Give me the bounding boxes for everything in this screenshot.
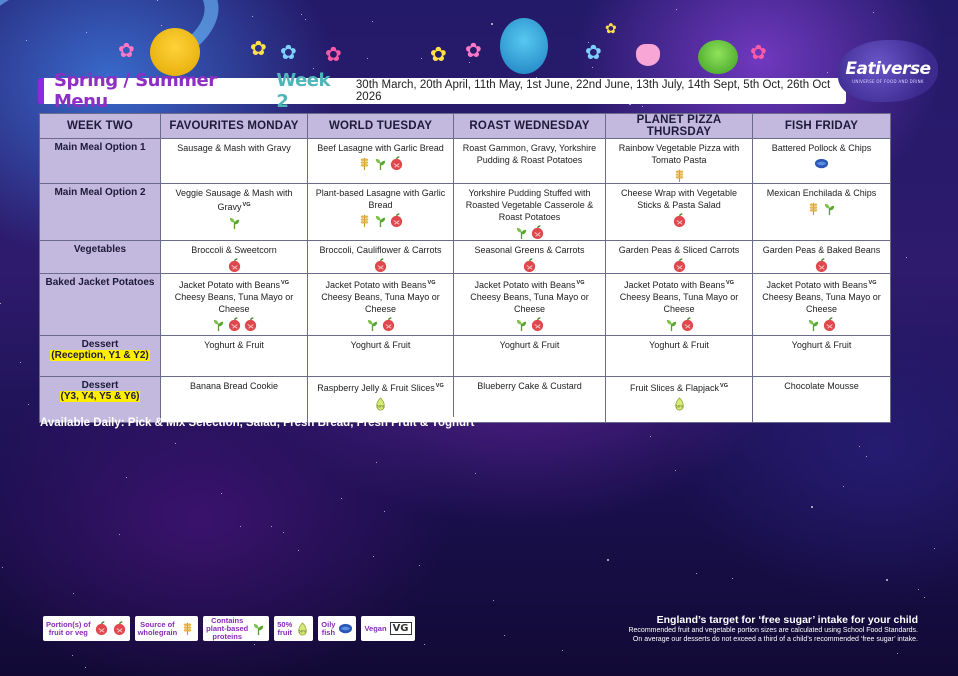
row-sublabel: (Reception, Y1 & Y2)	[51, 350, 149, 361]
table-row	[40, 336, 891, 377]
nutrition-icons	[757, 317, 886, 332]
plant-protein-icon	[373, 156, 388, 171]
menu-cell	[308, 274, 454, 336]
key-item	[274, 616, 313, 641]
key-label-line: fruit	[277, 627, 293, 637]
fruit-veg-icon	[672, 258, 687, 273]
menu-cell	[753, 241, 891, 274]
menu-cell	[606, 241, 753, 274]
svg-text:50%: 50%	[298, 629, 307, 634]
dish-name: Cheese Wrap with Vegetable Sticks & Pasta Salad	[621, 188, 737, 210]
dish-name: Jacket Potato with Beans	[178, 280, 281, 290]
flower-icon: ✿	[585, 40, 602, 64]
fruit-veg-icon	[672, 213, 687, 228]
vegan-badge: VG	[726, 280, 734, 286]
dish-name: Yoghurt & Fruit	[649, 340, 709, 350]
menu-cell	[161, 184, 308, 241]
star-dot	[592, 67, 593, 68]
key-label-line: Source of	[140, 619, 175, 629]
row-label	[40, 377, 161, 423]
fruit-veg-icon	[814, 258, 829, 273]
row-label-text: Main Meal Option 2	[54, 187, 146, 198]
menu-cell	[606, 184, 753, 241]
star-dot	[811, 506, 813, 508]
star-dot	[918, 589, 919, 590]
wholegrain-icon	[357, 213, 372, 228]
nutrition-icons	[757, 156, 886, 171]
menu-cell	[308, 184, 454, 241]
key-label-line: fruit or veg	[48, 627, 88, 637]
nutrition-icons	[610, 213, 748, 228]
key-label-line: wholegrain	[137, 627, 178, 637]
plant-protein-icon	[251, 621, 266, 636]
half-fruit-icon	[672, 396, 687, 411]
star-dot	[827, 72, 828, 73]
dish-options: Cheesy Beans, Tuna Mayo or Cheese	[321, 292, 440, 314]
day-header-wednesday: ROAST WEDNESDAY	[454, 114, 606, 139]
star-dot	[72, 655, 73, 656]
star-dot	[367, 58, 368, 59]
star-dot	[504, 635, 505, 636]
logo-tagline: UNIVERSE OF FOOD AND DRINK	[852, 78, 924, 84]
dish-name: Beef Lasagne with Garlic Bread	[317, 143, 444, 153]
star-dot	[373, 556, 374, 557]
star-dot	[254, 644, 255, 645]
menu-cell	[161, 274, 308, 336]
star-dot	[650, 436, 651, 437]
row-label	[40, 184, 161, 241]
star-dot	[372, 21, 373, 22]
logo-name: Eativerse	[845, 58, 931, 79]
star-dot	[298, 550, 299, 551]
key-item	[135, 616, 199, 641]
menu-dates: 30th March, 20th April, 11th May, 1st June, 22nd June, 13th July, 14th Sept, 5th Oct, 26th Oct 2026	[355, 79, 831, 103]
star-dot	[607, 559, 609, 561]
plant-protein-icon	[514, 317, 529, 332]
star-dot	[642, 106, 643, 107]
dish-name: Broccoli & Sweetcorn	[191, 245, 277, 255]
svg-text:50%: 50%	[674, 404, 684, 409]
star-dot	[341, 498, 342, 499]
fruit-veg-icon	[389, 213, 404, 228]
menu-cell	[753, 184, 891, 241]
star-dot	[73, 593, 74, 594]
nutrition-icons	[757, 201, 886, 216]
nutrition-icons	[312, 156, 449, 171]
row-label-text: Vegetables	[73, 244, 127, 255]
fruit-veg-icon	[112, 621, 127, 636]
menu-cell	[606, 336, 753, 377]
star-dot	[475, 473, 476, 474]
dish-name: Chocolate Mousse	[784, 381, 859, 391]
flower-icon: ✿	[750, 40, 767, 64]
menu-week: Week 2	[276, 70, 330, 112]
yellow-monster-mascot	[150, 28, 200, 76]
wholegrain-icon	[672, 168, 687, 183]
fruit-veg-icon	[243, 317, 258, 332]
star-dot	[924, 597, 925, 598]
footer-heading: England’s target for ‘free sugar’ intake for your child	[656, 614, 918, 626]
menu-cell	[454, 274, 606, 336]
dish-name: Veggie Sausage & Mash with Gravy	[175, 188, 293, 212]
star-dot	[886, 579, 888, 581]
table-row	[40, 241, 891, 274]
star-dot	[384, 511, 385, 512]
nutrition-icons	[610, 258, 748, 273]
row-label-text: Baked Jacket Potatoes	[45, 277, 155, 288]
vegan-badge: VG	[435, 383, 444, 389]
key-item	[43, 616, 130, 641]
key-label-line: Vegan	[364, 623, 387, 633]
vegan-badge: VG	[242, 202, 251, 208]
star-dot	[2, 567, 3, 568]
vegan-icon: VG	[390, 622, 412, 635]
fruit-veg-icon	[227, 258, 242, 273]
dish-options: Cheesy Beans, Tuna Mayo or Cheese	[470, 292, 589, 314]
dish-name: Roast Gammon, Gravy, Yorkshire Pudding & Roast Potatoes	[462, 143, 597, 165]
icon-key	[43, 616, 415, 641]
star-dot	[301, 14, 302, 15]
title-bar	[38, 70, 846, 112]
star-dot	[676, 9, 677, 10]
table-header-row	[40, 114, 891, 139]
vegan-badge: VG	[868, 280, 877, 286]
row-label	[40, 274, 161, 336]
dish-name: Yoghurt & Fruit	[350, 340, 411, 350]
fruit-veg-icon	[680, 317, 695, 332]
row-label	[40, 241, 161, 274]
dish-name: Mexican Enchilada & Chips	[766, 188, 877, 198]
flower-icon: ✿	[250, 36, 267, 60]
menu-cell	[161, 336, 308, 377]
key-label-line: fish	[321, 627, 336, 637]
dish-name: Jacket Potato with Beans	[325, 280, 427, 290]
menu-cell	[454, 241, 606, 274]
dish-name: Battered Pollock & Chips	[771, 143, 872, 153]
key-label	[46, 621, 91, 637]
menu-cell	[308, 139, 454, 184]
day-header-friday: FISH FRIDAY	[753, 114, 891, 139]
dish-name: Yorkshire Pudding Stuffed with Roasted Vegetable Casserole & Roast Potatoes	[465, 188, 594, 222]
table-row	[40, 274, 891, 336]
nutrition-icons	[610, 317, 748, 332]
star-dot	[493, 600, 494, 601]
flower-icon: ✿	[465, 38, 482, 62]
menu-cell	[606, 274, 753, 336]
dish-name: Yoghurt & Fruit	[204, 340, 264, 350]
half-fruit-icon	[295, 621, 310, 636]
dish-options: Cheesy Beans, Tuna Mayo or Cheese	[174, 292, 294, 314]
dish-name: Seasonal Greens & Carrots	[474, 245, 585, 255]
nutrition-icons	[312, 317, 449, 332]
pink-butterfly-decoration	[636, 44, 660, 66]
nutrition-icons	[312, 258, 449, 273]
menu-cell	[308, 377, 454, 423]
menu-cell	[161, 139, 308, 184]
dish-name: Plant-based Lasagne with Garlic Bread	[315, 188, 446, 210]
menu-cell	[753, 377, 891, 423]
star-dot	[491, 23, 493, 25]
star-dot	[906, 257, 907, 258]
dish-name: Jacket Potato with Beans	[766, 280, 868, 290]
star-dot	[313, 68, 314, 69]
star-dot	[119, 534, 120, 535]
star-dot	[283, 532, 284, 533]
fruit-veg-icon	[530, 225, 545, 240]
fruit-veg-icon	[822, 317, 837, 332]
menu-table	[39, 113, 891, 423]
star-dot	[866, 456, 867, 457]
footer-line-1: Recommended fruit and vegetable portion sizes are calculated using School Food Standards.	[628, 627, 918, 634]
svg-text:50%: 50%	[376, 404, 385, 409]
key-label-line: proteins	[212, 631, 243, 641]
flower-icon: ✿	[325, 42, 342, 66]
key-label	[138, 621, 178, 637]
nutrition-icons	[165, 258, 303, 273]
blue-monster-mascot	[500, 18, 548, 74]
star-dot	[421, 58, 422, 59]
footer-line-2: On average our desserts do not exceed a third of a child’s recommended ‘free sugar’ intake.	[632, 636, 918, 643]
menu-cell	[454, 184, 606, 241]
nutrition-icons	[458, 317, 601, 332]
dish-name: Garden Peas & Sliced Carrots	[618, 245, 740, 255]
star-dot	[305, 19, 306, 20]
key-label-line: Contains	[211, 615, 244, 625]
menu-cell	[308, 241, 454, 274]
dish-name: Fruit Slices & Flapjack	[630, 383, 720, 393]
star-dot	[469, 62, 470, 63]
key-item	[203, 616, 269, 641]
menu-cell	[454, 377, 606, 423]
key-label-line: Oily	[321, 619, 336, 629]
menu-cell	[606, 377, 753, 423]
nutrition-icons	[610, 396, 748, 411]
oily-fish-icon	[814, 156, 829, 171]
dish-name: Yoghurt & Fruit	[791, 340, 852, 350]
sugar-target-footer	[628, 614, 918, 644]
table-row	[40, 184, 891, 241]
row-sublabel: (Y3, Y4, Y5 & Y6)	[60, 391, 140, 402]
star-dot	[562, 650, 563, 651]
corner-header: WEEK TWO	[40, 114, 161, 139]
fruit-veg-icon	[227, 317, 242, 332]
table-row	[40, 139, 891, 184]
flower-icon: ✿	[605, 21, 617, 37]
day-header-tuesday: WORLD TUESDAY	[308, 114, 454, 139]
dish-name: Broccoli, Cauliflower & Carrots	[319, 245, 442, 255]
star-dot	[859, 446, 860, 447]
menu-cell	[753, 336, 891, 377]
key-label-line: 50%	[277, 619, 293, 629]
star-dot	[252, 16, 253, 17]
vegan-badge: VG	[720, 383, 728, 389]
menu-cell	[606, 139, 753, 184]
fruit-veg-icon	[381, 317, 396, 332]
star-dot	[28, 404, 29, 405]
menu-cell	[753, 139, 891, 184]
star-dot	[20, 362, 21, 363]
dish-name: Banana Bread Cookie	[189, 381, 279, 391]
vegan-badge: VG	[427, 280, 436, 286]
available-daily-note: Available Daily: Pick & Mix Selection, Salad, Fresh Bread, Fresh Fruit & Yoghurt	[40, 417, 475, 429]
row-label	[40, 336, 161, 377]
star-dot	[0, 303, 1, 304]
star-dot	[696, 573, 697, 574]
plant-protein-icon	[806, 317, 821, 332]
menu-cell	[753, 274, 891, 336]
wholegrain-icon	[806, 201, 821, 216]
plant-protein-icon	[822, 201, 837, 216]
table-row	[40, 377, 891, 423]
menu-cell	[454, 336, 606, 377]
star-dot	[221, 493, 222, 494]
dish-name: Garden Peas & Baked Beans	[762, 245, 881, 255]
fruit-veg-icon	[530, 317, 545, 332]
nutrition-icons	[757, 258, 886, 273]
plant-protein-icon	[227, 215, 242, 230]
star-dot	[675, 470, 676, 471]
dish-name: Jacket Potato with Beans	[474, 280, 576, 290]
menu-cell	[454, 139, 606, 184]
menu-cell	[308, 336, 454, 377]
wholegrain-icon	[180, 621, 195, 636]
dish-name: Yoghurt & Fruit	[499, 340, 560, 350]
row-label-text: Dessert	[81, 339, 119, 350]
key-item	[318, 616, 356, 641]
dish-options: Cheesy Beans, Tuna Mayo or Cheese	[762, 292, 881, 314]
eativerse-logo	[838, 40, 938, 102]
dish-name: Sausage & Mash with Gravy	[177, 143, 291, 153]
dish-options: Cheesy Beans, Tuna Mayo or Cheese	[619, 292, 739, 314]
star-dot	[873, 12, 874, 13]
row-label	[40, 139, 161, 184]
plant-protein-icon	[373, 213, 388, 228]
star-dot	[126, 477, 127, 478]
dish-name: Rainbow Vegetable Pizza with Tomato Pasta	[618, 143, 740, 165]
star-dot	[376, 462, 377, 463]
menu-cell	[161, 241, 308, 274]
dish-name: Jacket Potato with Beans	[623, 280, 726, 290]
key-label	[206, 617, 248, 641]
star-dot	[419, 565, 420, 566]
dish-name: Raspberry Jelly & Fruit Slices	[317, 383, 435, 393]
key-label-line: plant-based	[206, 623, 249, 633]
fruit-veg-icon	[522, 258, 537, 273]
star-dot	[271, 526, 272, 527]
fruit-veg-icon	[373, 258, 388, 273]
star-dot	[897, 653, 898, 654]
plant-protein-icon	[365, 317, 380, 332]
star-dot	[85, 667, 86, 668]
star-dot	[424, 644, 425, 645]
star-dot	[934, 548, 935, 549]
half-fruit-icon	[373, 396, 388, 411]
nutrition-icons	[165, 215, 303, 230]
star-dot	[843, 486, 844, 487]
row-label-text: Main Meal Option 1	[54, 142, 146, 153]
nutrition-icons	[610, 168, 748, 183]
nutrition-icons	[312, 213, 449, 228]
wholegrain-icon	[357, 156, 372, 171]
key-label	[277, 621, 292, 637]
oily-fish-icon	[338, 621, 353, 636]
key-label-line: Portion(s) of	[46, 619, 91, 629]
flower-icon: ✿	[430, 42, 447, 66]
key-label	[364, 625, 386, 633]
plant-protein-icon	[664, 317, 679, 332]
star-dot	[240, 526, 241, 527]
flower-icon: ✿	[118, 38, 135, 62]
menu-cell	[161, 377, 308, 423]
vegan-badge: VG	[281, 280, 289, 286]
key-label	[321, 621, 335, 637]
nutrition-icons	[165, 317, 303, 332]
key-item	[361, 616, 414, 641]
nutrition-icons	[312, 396, 449, 411]
vegan-badge: VG	[576, 280, 585, 286]
day-header-thursday: PLANET PIZZA THURSDAY	[606, 114, 753, 139]
fruit-veg-icon	[389, 156, 404, 171]
plant-protein-icon	[514, 225, 529, 240]
green-alien-mascot	[698, 40, 738, 74]
dish-name: Blueberry Cake & Custard	[477, 381, 582, 391]
day-header-monday: FAVOURITES MONDAY	[161, 114, 308, 139]
plant-protein-icon	[211, 317, 226, 332]
nutrition-icons	[458, 258, 601, 273]
fruit-veg-icon	[94, 621, 109, 636]
row-label-text: Dessert	[81, 380, 119, 391]
menu-title: Spring / Summer Menu	[54, 70, 217, 112]
flower-icon: ✿	[280, 40, 297, 64]
star-dot	[732, 578, 733, 579]
star-dot	[175, 443, 176, 444]
nutrition-icons	[458, 225, 601, 240]
